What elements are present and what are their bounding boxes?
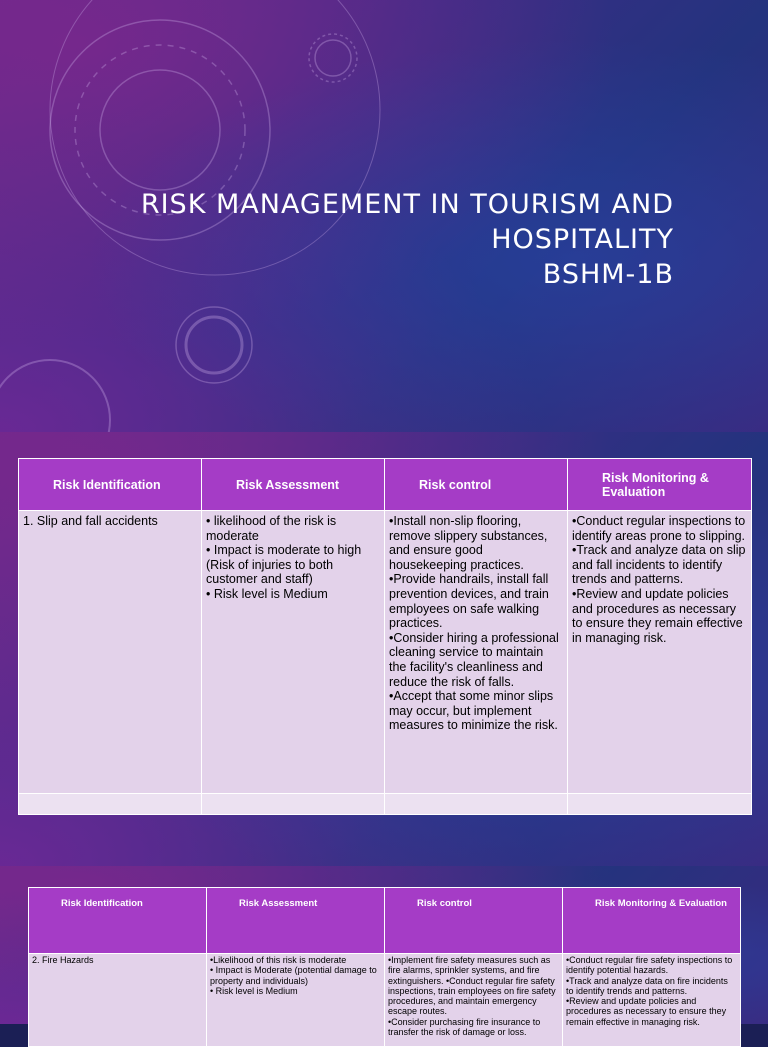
empty-cell: [19, 794, 202, 815]
control-line: •Provide handrails, install fall prevention devices, and train employees on safe walking practices.: [389, 572, 549, 631]
risk-table-slide-1: [0, 432, 768, 866]
empty-cell: [385, 794, 568, 815]
header-risk-identification: Risk Identification: [19, 459, 202, 511]
empty-row: [19, 794, 752, 815]
title-line-3: BSHM-1B: [542, 259, 674, 290]
monitoring-line: •Track and analyze data on slip and fall incidents to identify trends and patterns.: [572, 543, 746, 587]
header-risk-control: Risk control: [385, 888, 563, 954]
title-slide: [0, 0, 768, 432]
header-risk-monitoring: Risk Monitoring & Evaluation: [563, 888, 741, 954]
table-header-row: [29, 888, 741, 954]
assessment-line: • Risk level is Medium: [206, 586, 328, 601]
assessment-line: • Risk level is Medium: [210, 985, 298, 996]
cell-monitoring: [568, 511, 752, 794]
cell-control: [385, 511, 568, 794]
cell-assessment: [202, 511, 385, 794]
monitoring-line: •Conduct regular fire safety inspections to identify potential hazards.: [566, 955, 733, 976]
header-risk-assessment: Risk Assessment: [207, 888, 385, 954]
assessment-line: • Impact is moderate to high (Risk of injuries to both customer and staff): [206, 543, 362, 587]
risk-table-1: [18, 458, 752, 815]
title-line-1: RISK MANAGEMENT IN TOURISM AND: [140, 189, 674, 220]
monitoring-line: •Review and update policies and procedures as necessary to ensure they remain effective in managing risk.: [566, 996, 727, 1027]
control-line: •Implement fire safety measures such as fire alarms, sprinkler systems, and fire extinguishers. •Conduct regular fire safety inspections, train employees on fire safety procedures, and maintain emergency escape routes.: [388, 955, 556, 1017]
header-risk-assessment: Risk Assessment: [202, 459, 385, 511]
empty-cell: [568, 794, 752, 815]
control-line: •Consider hiring a professional cleaning service to maintain the facility's cleanliness and reduce the risk of falls.: [389, 630, 559, 689]
control-line: •Install non-slip flooring, remove slippery substances, and ensure good housekeeping practices.: [389, 514, 548, 572]
header-risk-monitoring: Risk Monitoring & Evaluation: [568, 459, 752, 511]
header-risk-control: Risk control: [385, 459, 568, 511]
assessment-line: • Impact is Moderate (potential damage to property and individuals): [210, 965, 377, 986]
monitoring-line: •Review and update policies and procedures as necessary to ensure they remain effective in managing risk.: [572, 586, 743, 645]
risk-table-slide-2: [0, 866, 768, 1038]
monitoring-line: •Track and analyze data on fire incidents to identify trends and patterns.: [566, 975, 728, 996]
title-line-2: HOSPITALITY: [491, 224, 674, 255]
cell-identification: 2. Fire Hazards: [29, 954, 207, 1047]
empty-cell: [202, 794, 385, 815]
control-line: •Accept that some minor slips may occur, but implement measures to minimize the risk.: [389, 689, 558, 733]
presentation-title: [74, 187, 674, 292]
cell-identification: 1. Slip and fall accidents: [19, 511, 202, 794]
cell-monitoring: [563, 954, 741, 1047]
table-header-row: [19, 459, 752, 511]
table-row: [19, 511, 752, 794]
monitoring-line: •Conduct regular inspections to identify areas prone to slipping.: [572, 514, 746, 543]
cell-assessment: [207, 954, 385, 1047]
assessment-line: •Likelihood of this risk is moderate: [210, 955, 347, 965]
table-row: [29, 954, 741, 1047]
cell-control: [385, 954, 563, 1047]
risk-table-2: [28, 887, 741, 1047]
header-risk-identification: Risk Identification: [29, 888, 207, 954]
assessment-line: • likelihood of the risk is moderate: [206, 514, 337, 543]
control-line: •Consider purchasing fire insurance to transfer the risk of damage or loss.: [388, 1016, 541, 1038]
